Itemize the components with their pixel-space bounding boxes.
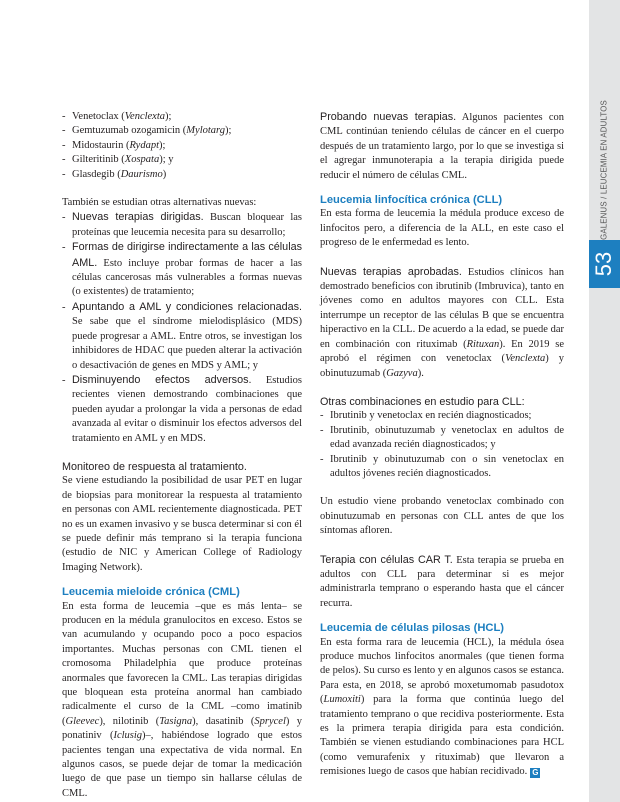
new-therapies-paragraph: Probando nuevas terapias. Algunos pacientes con CML continúan teniendo células de cáncer en el cuerpo después de un tratamiento largo, por lo que se investiga si el agregar inmunoterapia a la terapia dirigida puede reducir el número de células CML. [320, 111, 564, 181]
combinations-title: Otras combinaciones en estudio para CLL: [320, 395, 525, 408]
end-mark-icon: G [532, 768, 539, 778]
alternatives-intro: También se estudian otras alternativas nuevas: [62, 197, 257, 209]
list-item: - Midostaurin (Rydapt); [62, 139, 166, 151]
hcl-heading: Leucemia de células pilosas (HCL) [320, 622, 505, 635]
list-item: - Apuntando a AML y condiciones relacionadas. Se sabe que el síndrome mielodisplásico (MDS) puede progresar a AML. Entre otros, se investigan los inhibidores de HDAC que pueden alterar la activación o desactivación de genes en MDS y AML; y [62, 300, 302, 371]
list-item: - Gilteritinib (Xospata); y [62, 154, 174, 166]
cart-paragraph: Terapia con células CAR T. Esta terapia se prueba en adultos con CLL para determinar si es mejor administrarla temprano o esperando hasta que el cáncer recurra. [320, 553, 564, 609]
page-number: 53 [591, 251, 616, 277]
list-item: - Nuevas terapias dirigidas. Buscan bloquear las proteínas que leucemia necesita para su desarrollo; [62, 211, 303, 238]
cml-paragraph: En esta forma de leucemia –que es más lenta– se producen en la médula granulocitos en exceso. Estos se van acumulando y ocupando poco a poco espacios importantes. Muchas personas con CML tienen el cromosoma Philadelphia que produce proteínas anormales que favorecen la CML. Las terapias dirigidas que bloquean esta proteína anormal han cambiado radicalmente el curso de la CML –como imatinib (Gleevec), nilotinib (Tasigna), dasatinib (Sprycel) y ponatiniv (Iclusig)–, habiéndose logrado que estos pacientes tengan una expectativa de vida normal. En algunos casos, se puede dejar de tomar la medicación luego de que pase un tiempo sin hallarse células de CML. [62, 600, 302, 799]
list-item: - Ibrutinib, obinutuzumab y venetoclax en adultos de edad avanzada recién diagnosticados; y [320, 424, 564, 451]
list-item: - Disminuyendo efectos adversos. Estudios recientes vienen demostrando combinaciones que pueden ayudar a prolongar la vida a personas de edad avanzada al evitar o disminuir los efectos adversos del tratamiento en AML y en MDS. [62, 373, 302, 444]
list-item: - Glasdegib (Daurismo) [62, 168, 167, 180]
left-column [62, 110, 302, 801]
hcl-paragraph: En esta forma rara de leucemia (HCL), la médula ósea produce muchos linfocitos anormales (que tienen forma de pelos). Su curso es lento y en algunos casos se estanca. Para esta, en 2018, se aprobó moxetumomab pasudotox (Lumoxiti) para la forma que continúa luego del tratamiento temprano o que recidiva posteriormente. Esta es la primera terapia dirigida para esta condición. También se vienen estudiando combinaciones para HCL (como vemurafenix y rituximab) que llevaron a remisiones luego de casos que habían recidivado. G [320, 636, 564, 778]
monitoring-text: Se viene estudiando la posibilidad de usar PET en lugar de biopsias para monitorear la respuesta al tratamiento en personas con AML recientemente diagnosticada. PET no es un examen invasivo y se busca determinar si con él se puede definir más temprano si la terapia funciona (estudio de NIC y American College of Radiology Imaging Network). [62, 475, 302, 573]
approved-paragraph: Nuevas terapias aprobadas. Estudios clínicos han demostrado beneficios con ibrutinib (Imbruvica), tanto en jóvenes como en adultos mayores con CLL. Esta interrumpe un receptor de las células B que se encuentra hiperactivo en la CLL. De acuerdo a la edad, se puede dar en combinación con rituximab (Rituxan). En 2019 se aprobó el régimen con venetoclax (Venclexta) y obinutuzumab (Gazyva). [320, 265, 565, 379]
list-item: - Gemtuzumab ozogamicin (Mylotarg); [62, 125, 232, 137]
cml-heading: Leucemia mieloide crónica (CML) [62, 586, 240, 599]
running-head: GALENUS / LEUCEMIA EN ADULTOS [599, 100, 609, 240]
cll-heading: Leucemia linfocítica crónica (CLL) [320, 194, 503, 207]
list-item: - Venetoclax (Venclexta); [62, 111, 172, 122]
list-item: - Ibrutinib y venetoclax en recién diagnosticados; [320, 410, 532, 422]
list-item: - Formas de dirigirse indirectamente a las células AML. Esto incluye probar formas de hacer a las células cancerosas más vulnerables a formas nuevas (o existentes) de tratamiento; [62, 241, 302, 298]
alternatives-list [62, 210, 302, 446]
monitoring-title: Monitoreo de respuesta al tratamiento. [62, 460, 247, 473]
cll-paragraph: En esta forma de leucemia la médula produce exceso de linfocitos pero, a diferencia de la ALL, en este caso el progreso de le enfermedad es lento. [320, 208, 564, 249]
study-paragraph: Un estudio viene probando venetoclax combinado con obinutuzumab en personas con CLL antes de que los síntomas afloren. [320, 496, 564, 537]
drug-list [62, 110, 302, 182]
list-item: - Ibrutinib y obinutuzumab con o sin venetoclax en adultos jóvenes recién diagnosticados. [320, 453, 564, 479]
combinations-list [320, 409, 564, 481]
right-column [320, 110, 564, 780]
